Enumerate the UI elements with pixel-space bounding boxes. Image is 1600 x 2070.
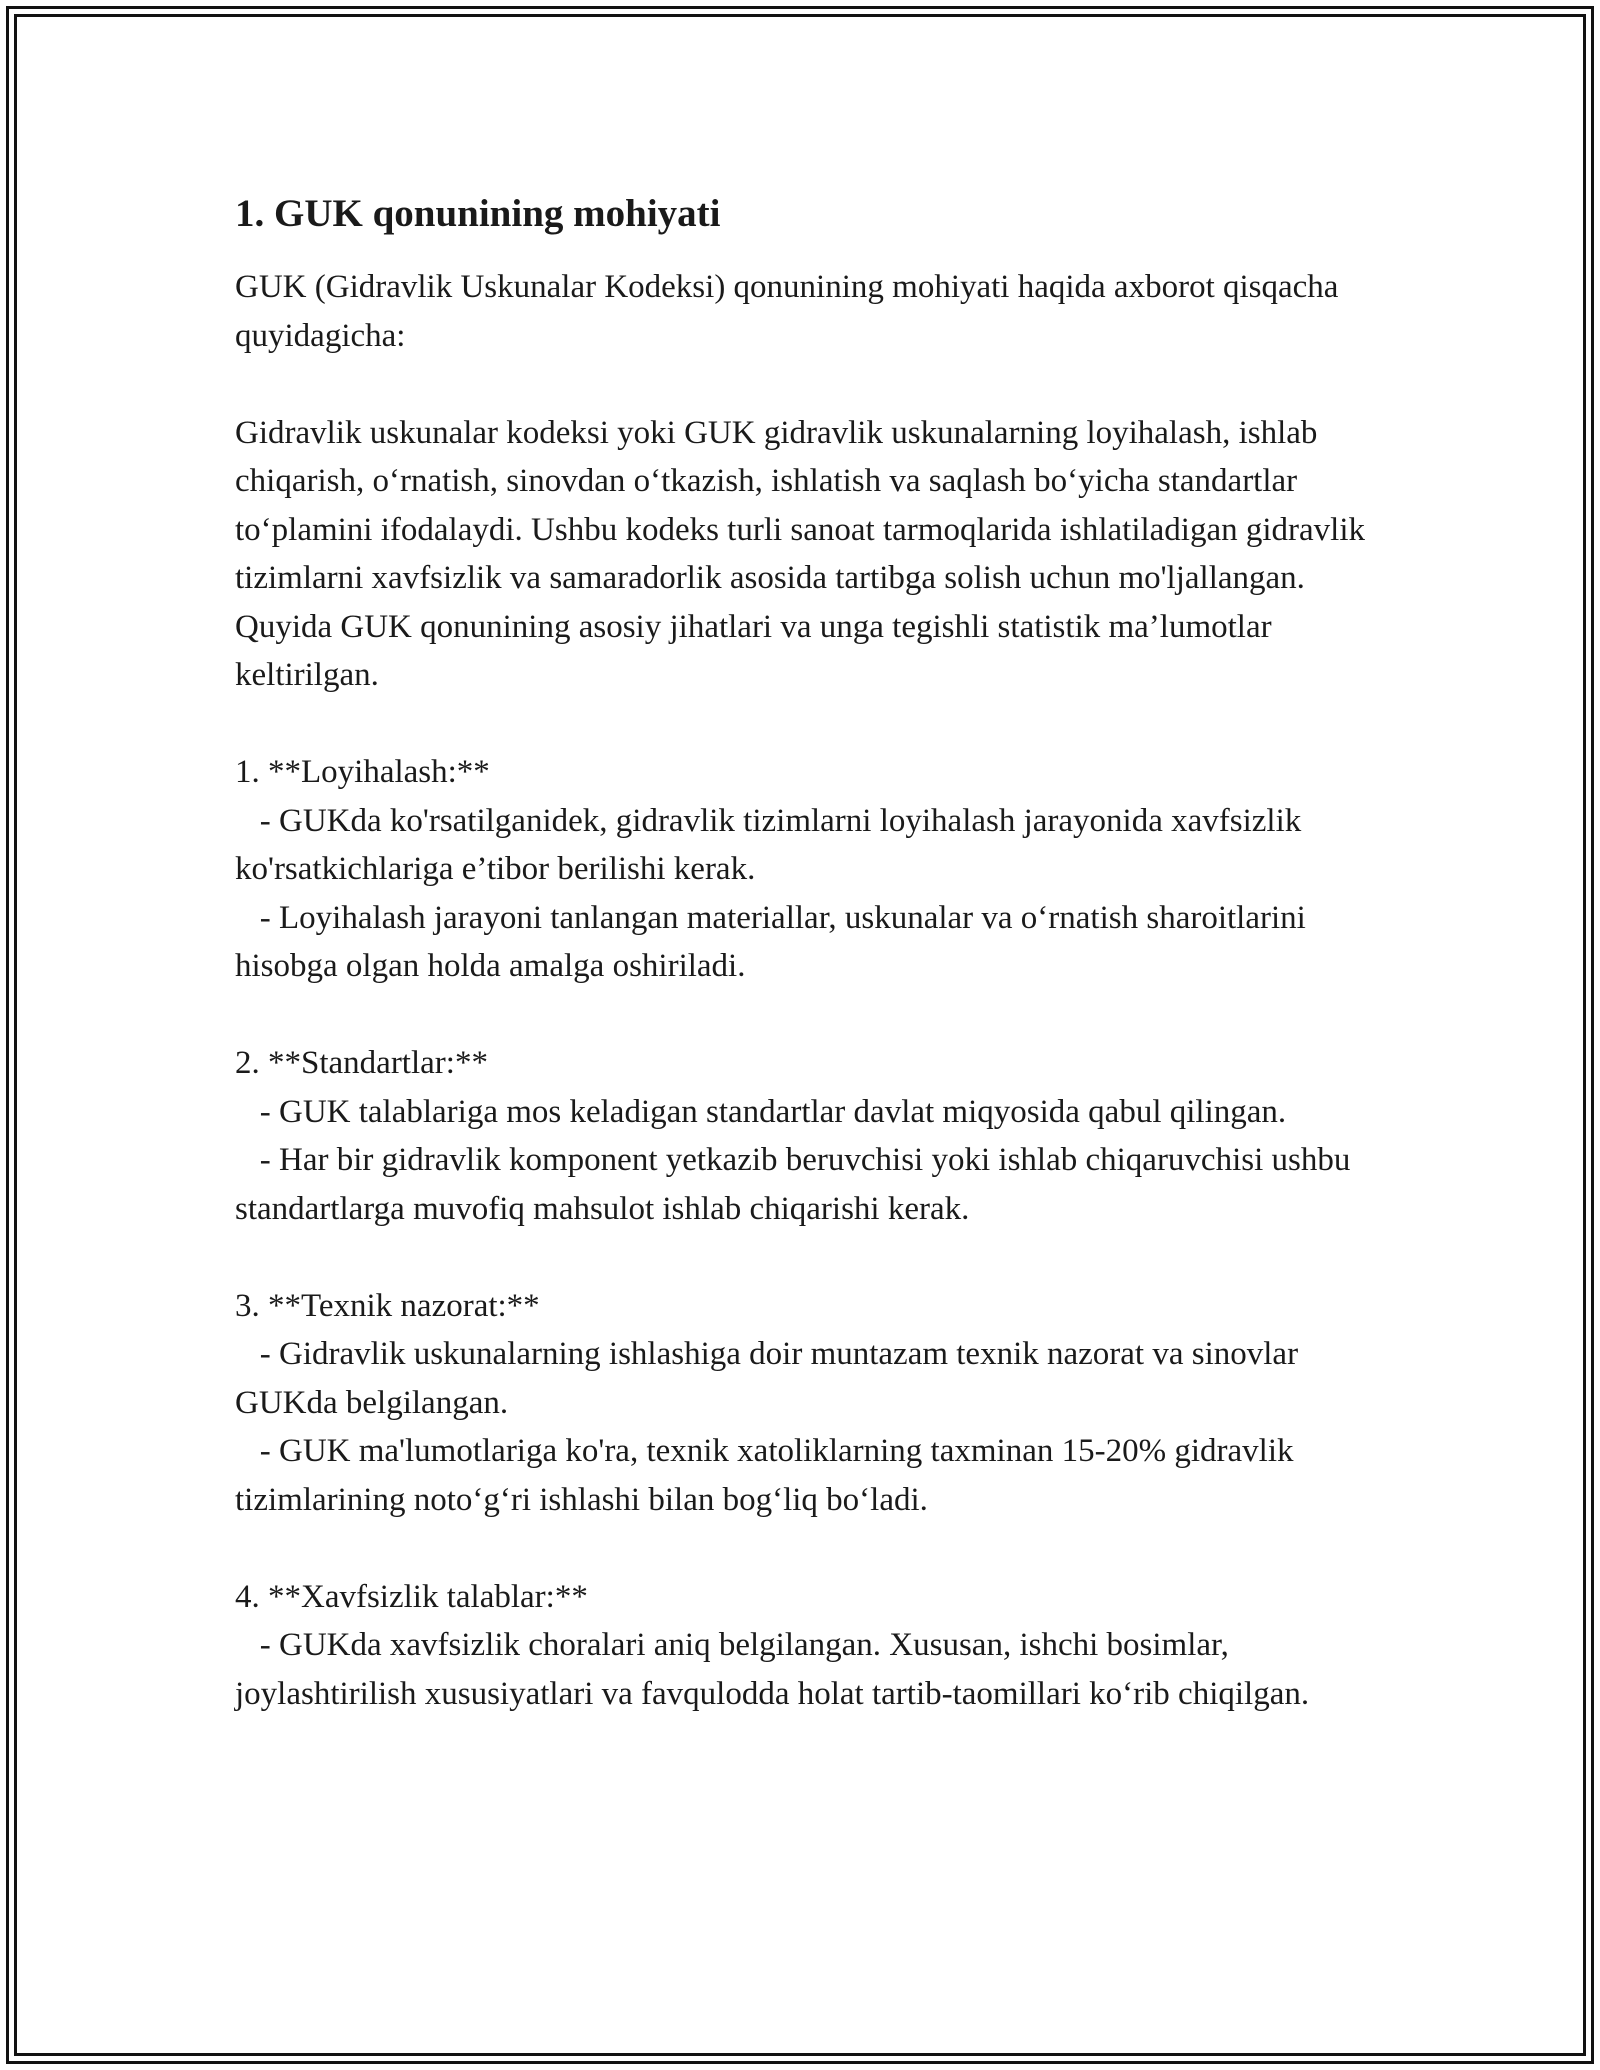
section-bullet: - GUKda xavfsizlik choralari aniq belgilangan. Xususan, ishchi bosimlar, joylashtirilish xususiyatlari va favqulodda holat tartib-taomillari ko‘rib chiqilgan. [235, 1627, 1310, 1712]
section-bullet: - GUK ma'lumotlariga ko'ra, texnik xatoliklarning taxminan 15-20% gidravlik tizimlarining noto‘g‘ri ishlashi bilan bog‘liq bo‘ladi. [235, 1433, 1302, 1518]
section-bullet: - Har bir gidravlik komponent yetkazib beruvchisi yoki ishlab chiqaruvchisi ushbu standartlarga muvofiq mahsulot ishlab chiqarishi kerak. [235, 1142, 1359, 1227]
section-heading: 4. **Xavfsizlik talablar:** [235, 1578, 588, 1615]
section-loyihalash [235, 748, 1385, 991]
section-heading: 3. **Texnik nazorat:** [235, 1287, 540, 1324]
intro-paragraph: GUK (Gidravlik Uskunalar Kodeksi) qonunining mohiyati haqida axborot qisqacha quyidagicha: [235, 269, 1347, 354]
document-title: 1. GUK qonunining mohiyati [235, 192, 721, 235]
section-bullet: - GUK talablariga mos keladigan standartlar davlat miqyosida qabul qilingan. [235, 1093, 1287, 1130]
section-heading: 2. **Standartlar:** [235, 1045, 488, 1081]
section-bullet: - GUKda ko'rsatilganidek, gidravlik tizimlarni loyihalash jarayonida xavfsizlik ko'rsatkichlariga e’tibor berilishi kerak. [235, 802, 1310, 887]
section-heading: 1. **Loyihalash:** [235, 754, 490, 790]
overview-paragraph: Gidravlik uskunalar kodeksi yoki GUK gidravlik uskunalarning loyihalash, ishlab chiqarish, o‘rnatish, sinovdan o‘tkazish, ishlatish va saqlash bo‘yicha standartlar to‘plamini ifodalaydi. Ushbu kodeks turli sanoat tarmoqlarida ishlatiladigan gidravlik tizimlarni xavfsizlik va samaradorlik asosida tartibga solish uchun mo'ljallangan. Quyida GUK qonunining asosiy jihatlari va unga tegishli statistik ma’lumotlar keltirilgan. [235, 414, 1374, 693]
section-texnik-nazorat [235, 1282, 1385, 1525]
section-bullet: - Loyihalash jarayoni tanlangan materiallar, uskunalar va o‘rnatish sharoitlarini hisobga olgan holda amalga oshiriladi. [235, 899, 1315, 984]
section-standartlar [235, 1039, 1385, 1233]
section-xavfsizlik [235, 1573, 1385, 1719]
section-bullet: - Gidravlik uskunalarning ishlashiga doir muntazam texnik nazorat va sinovlar GUKda belgilangan. [235, 1336, 1307, 1421]
document-body [235, 183, 1385, 1767]
